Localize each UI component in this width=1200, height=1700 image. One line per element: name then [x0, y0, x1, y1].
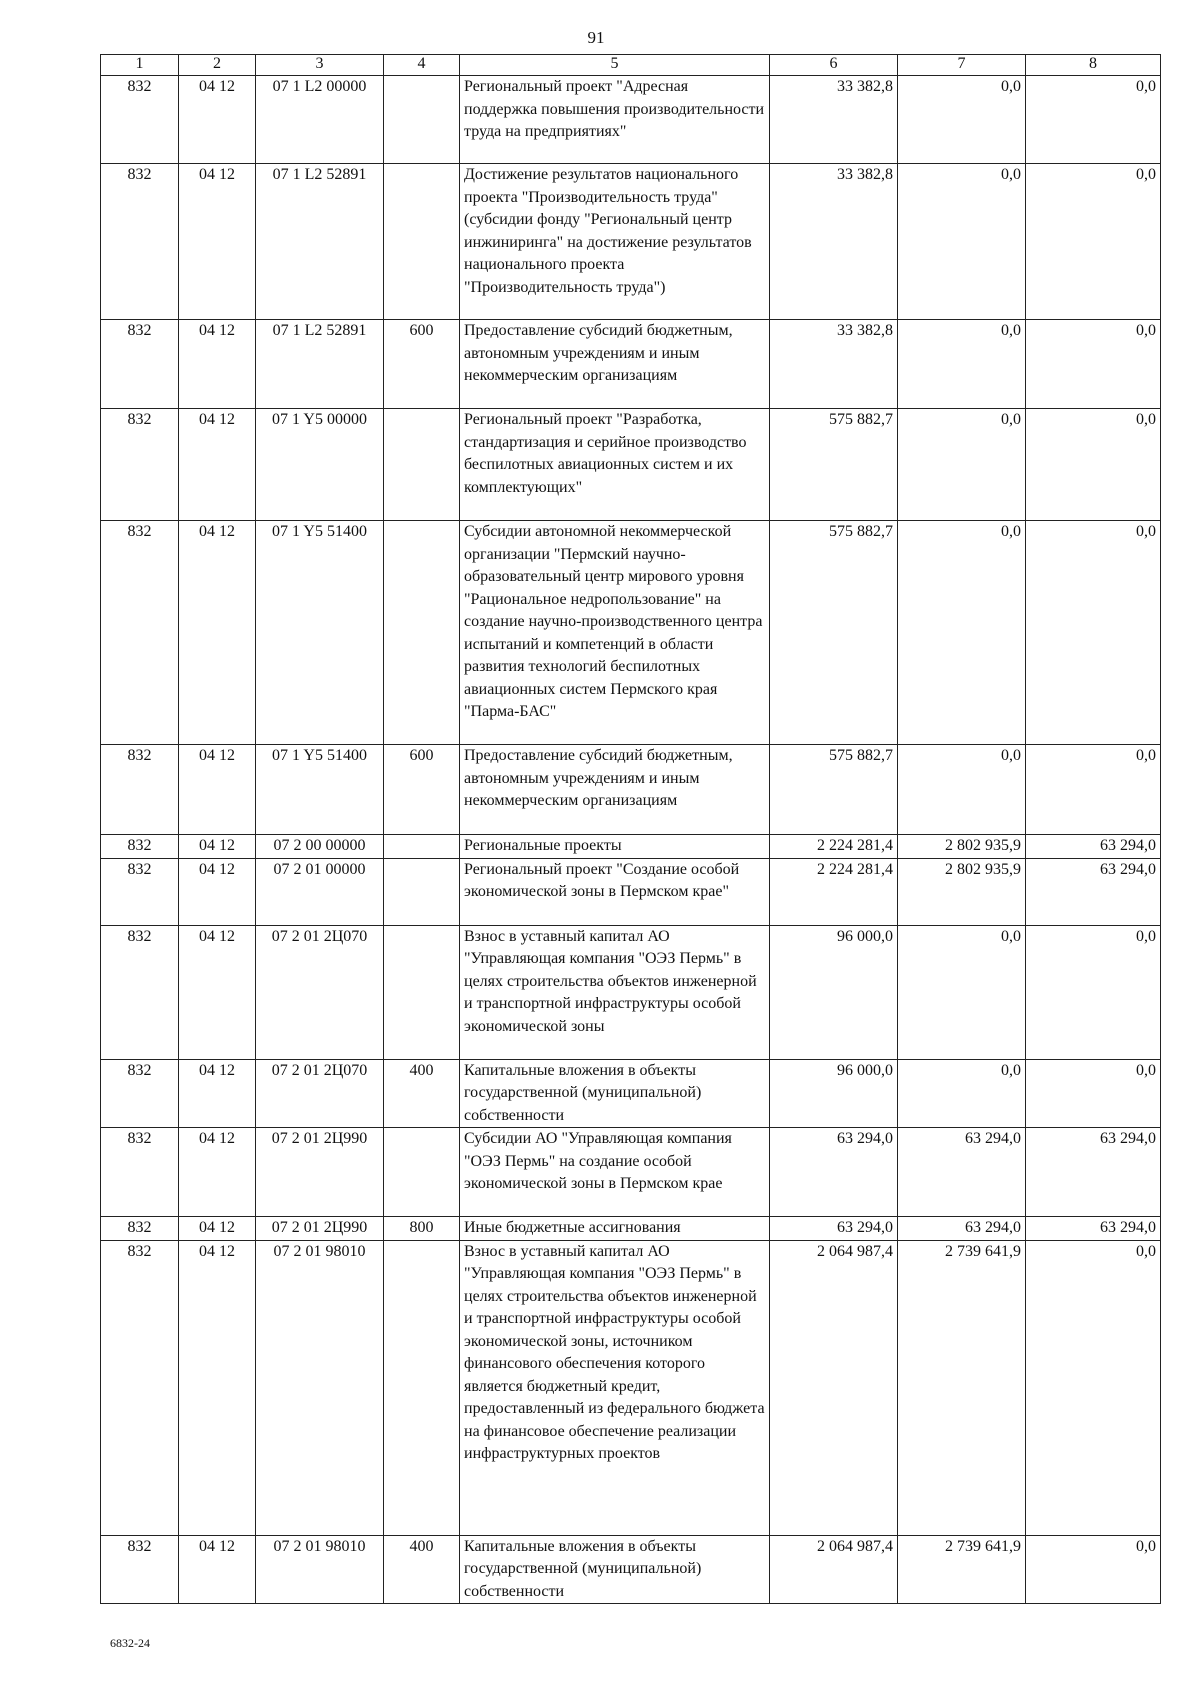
cell-expense-type	[384, 1240, 460, 1535]
table-row	[101, 1240, 1161, 1535]
budget-table	[100, 54, 1161, 1604]
cell-expense-type: 400	[384, 1535, 460, 1604]
cell-section: 04 12	[179, 1059, 256, 1128]
cell-amount-6: 63 294,0	[770, 1217, 898, 1241]
cell-section: 04 12	[179, 925, 256, 1059]
header-col-6: 6	[770, 55, 898, 76]
cell-amount-6: 33 382,8	[770, 164, 898, 320]
cell-amount-7: 2 802 935,9	[898, 835, 1026, 859]
cell-section: 04 12	[179, 1535, 256, 1604]
cell-administrator: 832	[101, 1535, 179, 1604]
cell-expense-type	[384, 76, 460, 164]
cell-section: 04 12	[179, 164, 256, 320]
cell-amount-8: 0,0	[1026, 1240, 1161, 1535]
cell-amount-7: 0,0	[898, 164, 1026, 320]
cell-administrator: 832	[101, 1128, 179, 1217]
cell-administrator: 832	[101, 1059, 179, 1128]
header-col-4: 4	[384, 55, 460, 76]
cell-amount-8: 0,0	[1026, 925, 1161, 1059]
cell-amount-7: 0,0	[898, 320, 1026, 409]
cell-administrator: 832	[101, 835, 179, 859]
header-col-7: 7	[898, 55, 1026, 76]
cell-section: 04 12	[179, 835, 256, 859]
cell-amount-6: 2 224 281,4	[770, 858, 898, 925]
cell-amount-7: 0,0	[898, 409, 1026, 521]
table-row	[101, 925, 1161, 1059]
cell-amount-8: 0,0	[1026, 409, 1161, 521]
cell-description: Субсидии автономной некоммерческой организации "Пермский научно-образовательный центр мирового уровня "Рациональное недропользование" на создание научно-производственного центра испытаний и компетенций в области развития технологий беспилотных авиационных систем Пермского края "Парма-БАС"	[460, 521, 770, 745]
cell-expense-type	[384, 164, 460, 320]
cell-expense-type	[384, 858, 460, 925]
cell-target-article: 07 1 Y5 51400	[256, 521, 384, 745]
cell-expense-type	[384, 409, 460, 521]
cell-amount-8: 0,0	[1026, 1059, 1161, 1128]
cell-target-article: 07 1 L2 52891	[256, 164, 384, 320]
cell-target-article: 07 2 01 98010	[256, 1535, 384, 1604]
cell-section: 04 12	[179, 1128, 256, 1217]
cell-administrator: 832	[101, 164, 179, 320]
cell-expense-type: 600	[384, 320, 460, 409]
cell-target-article: 07 2 01 2Ц070	[256, 1059, 384, 1128]
cell-administrator: 832	[101, 925, 179, 1059]
cell-expense-type	[384, 1128, 460, 1217]
cell-amount-6: 63 294,0	[770, 1128, 898, 1217]
cell-description: Региональные проекты	[460, 835, 770, 859]
cell-administrator: 832	[101, 76, 179, 164]
cell-target-article: 07 1 L2 52891	[256, 320, 384, 409]
cell-amount-8: 63 294,0	[1026, 835, 1161, 859]
cell-section: 04 12	[179, 76, 256, 164]
cell-section: 04 12	[179, 858, 256, 925]
cell-section: 04 12	[179, 1217, 256, 1241]
cell-amount-7: 2 739 641,9	[898, 1535, 1026, 1604]
cell-description: Взнос в уставный капитал АО "Управляющая компания "ОЭЗ Пермь" в целях строительства объектов инженерной и транспортной инфраструктуры особой экономической зоны, источником финансового обеспечения которого является бюджетный кредит, предоставленный из федерального бюджета на финансовое обеспечение реализации инфраструктурных проектов	[460, 1240, 770, 1535]
cell-section: 04 12	[179, 521, 256, 745]
cell-amount-8: 0,0	[1026, 164, 1161, 320]
cell-expense-type: 800	[384, 1217, 460, 1241]
table-row	[101, 745, 1161, 835]
cell-administrator: 832	[101, 1240, 179, 1535]
table-row	[101, 1535, 1161, 1604]
cell-description: Региональный проект "Адресная поддержка повышения производительности труда на предприятиях"	[460, 76, 770, 164]
cell-target-article: 07 2 01 98010	[256, 1240, 384, 1535]
cell-description: Региональный проект "Разработка, стандартизация и серийное производство беспилотных авиационных систем и их комплектующих"	[460, 409, 770, 521]
cell-amount-6: 575 882,7	[770, 521, 898, 745]
cell-amount-6: 96 000,0	[770, 1059, 898, 1128]
cell-administrator: 832	[101, 409, 179, 521]
header-col-1: 1	[101, 55, 179, 76]
cell-section: 04 12	[179, 320, 256, 409]
cell-amount-8: 0,0	[1026, 521, 1161, 745]
cell-description: Взнос в уставный капитал АО "Управляющая компания "ОЭЗ Пермь" в целях строительства объектов инженерной и транспортной инфраструктуры особой экономической зоны	[460, 925, 770, 1059]
cell-section: 04 12	[179, 745, 256, 835]
cell-target-article: 07 2 01 2Ц070	[256, 925, 384, 1059]
table-row	[101, 164, 1161, 320]
cell-amount-7: 2 802 935,9	[898, 858, 1026, 925]
cell-target-article: 07 1 L2 00000	[256, 76, 384, 164]
cell-amount-6: 96 000,0	[770, 925, 898, 1059]
table-row	[101, 1128, 1161, 1217]
cell-description: Региональный проект "Создание особой экономической зоны в Пермском крае"	[460, 858, 770, 925]
page-number: 91	[587, 28, 605, 47]
cell-target-article: 07 2 01 2Ц990	[256, 1217, 384, 1241]
cell-amount-7: 0,0	[898, 925, 1026, 1059]
cell-target-article: 07 1 Y5 00000	[256, 409, 384, 521]
table-row	[101, 521, 1161, 745]
cell-amount-7: 0,0	[898, 521, 1026, 745]
cell-amount-6: 575 882,7	[770, 745, 898, 835]
header-col-2: 2	[179, 55, 256, 76]
cell-amount-6: 2 224 281,4	[770, 835, 898, 859]
cell-amount-6: 2 064 987,4	[770, 1240, 898, 1535]
cell-amount-7: 63 294,0	[898, 1128, 1026, 1217]
cell-description: Капитальные вложения в объекты государственной (муниципальной) собственности	[460, 1535, 770, 1604]
cell-target-article: 07 2 00 00000	[256, 835, 384, 859]
cell-amount-7: 2 739 641,9	[898, 1240, 1026, 1535]
cell-amount-7: 0,0	[898, 76, 1026, 164]
cell-expense-type	[384, 925, 460, 1059]
cell-amount-7: 0,0	[898, 745, 1026, 835]
header-row	[101, 55, 1161, 76]
cell-administrator: 832	[101, 1217, 179, 1241]
cell-administrator: 832	[101, 320, 179, 409]
cell-description: Достижение результатов национального проекта "Производительность труда" (субсидии фонду "Региональный центр инжиниринга" на достижение результатов национального проекта "Производительность труда")	[460, 164, 770, 320]
table-row	[101, 1217, 1161, 1241]
cell-amount-7: 63 294,0	[898, 1217, 1026, 1241]
cell-amount-6: 2 064 987,4	[770, 1535, 898, 1604]
cell-amount-6: 575 882,7	[770, 409, 898, 521]
table-row	[101, 409, 1161, 521]
cell-expense-type: 400	[384, 1059, 460, 1128]
cell-target-article: 07 2 01 00000	[256, 858, 384, 925]
cell-target-article: 07 1 Y5 51400	[256, 745, 384, 835]
cell-amount-8: 63 294,0	[1026, 858, 1161, 925]
table-row	[101, 1059, 1161, 1128]
cell-amount-7: 0,0	[898, 1059, 1026, 1128]
header-col-3: 3	[256, 55, 384, 76]
table-row	[101, 835, 1161, 859]
cell-description: Капитальные вложения в объекты государственной (муниципальной) собственности	[460, 1059, 770, 1128]
cell-administrator: 832	[101, 745, 179, 835]
table-row	[101, 320, 1161, 409]
cell-section: 04 12	[179, 409, 256, 521]
header-col-5: 5	[460, 55, 770, 76]
cell-amount-8: 63 294,0	[1026, 1128, 1161, 1217]
cell-description: Иные бюджетные ассигнования	[460, 1217, 770, 1241]
cell-description: Предоставление субсидий бюджетным, автономным учреждениям и иным некоммерческим организациям	[460, 320, 770, 409]
cell-expense-type	[384, 835, 460, 859]
cell-administrator: 832	[101, 521, 179, 745]
cell-amount-8: 0,0	[1026, 745, 1161, 835]
cell-amount-8: 63 294,0	[1026, 1217, 1161, 1241]
cell-expense-type: 600	[384, 745, 460, 835]
cell-description: Субсидии АО "Управляющая компания "ОЭЗ Пермь" на создание особой экономической зоны в Пермском крае	[460, 1128, 770, 1217]
cell-amount-8: 0,0	[1026, 1535, 1161, 1604]
cell-section: 04 12	[179, 1240, 256, 1535]
cell-expense-type	[384, 521, 460, 745]
cell-amount-6: 33 382,8	[770, 76, 898, 164]
cell-amount-8: 0,0	[1026, 76, 1161, 164]
cell-amount-6: 33 382,8	[770, 320, 898, 409]
cell-description: Предоставление субсидий бюджетным, автономным учреждениям и иным некоммерческим организациям	[460, 745, 770, 835]
table-row	[101, 76, 1161, 164]
cell-administrator: 832	[101, 858, 179, 925]
cell-amount-8: 0,0	[1026, 320, 1161, 409]
cell-target-article: 07 2 01 2Ц990	[256, 1128, 384, 1217]
document-code: 6832-24	[110, 1636, 150, 1650]
header-col-8: 8	[1026, 55, 1161, 76]
table-row	[101, 858, 1161, 925]
